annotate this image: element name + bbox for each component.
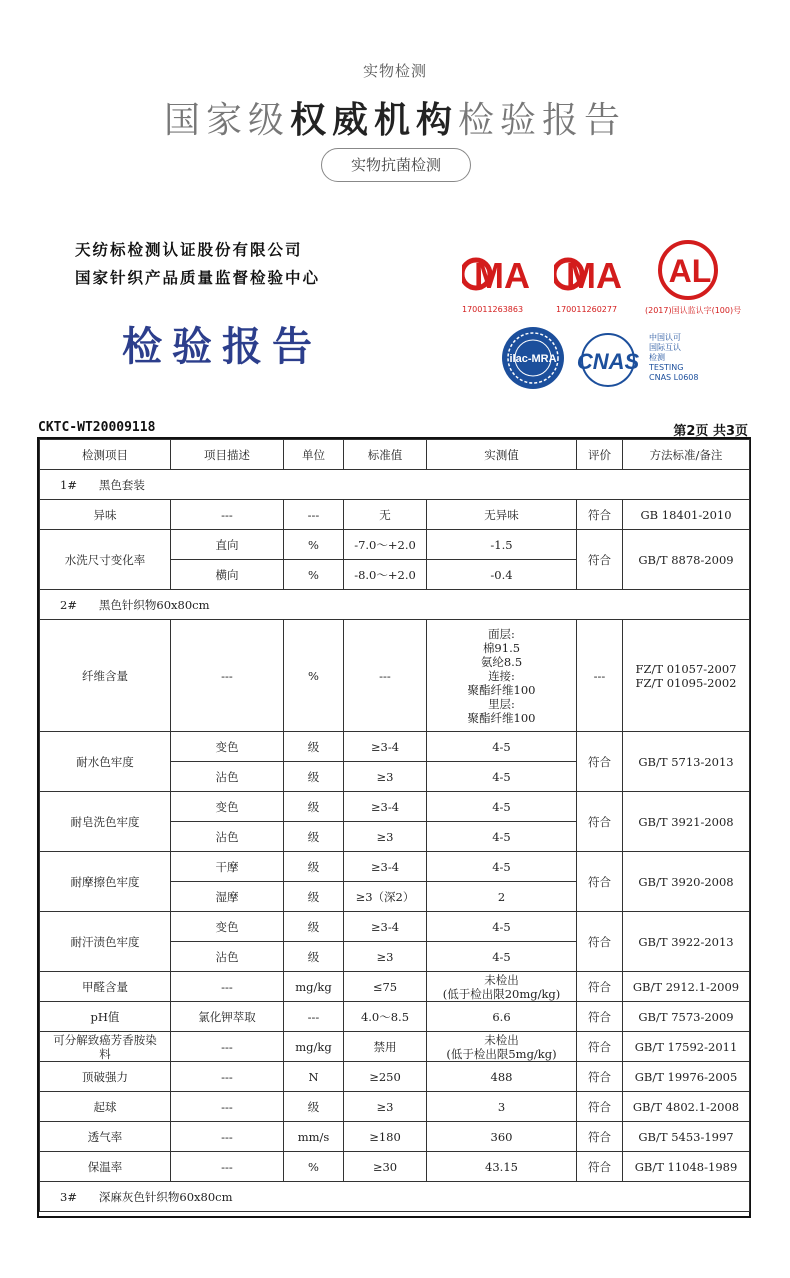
table-row <box>40 1122 750 1152</box>
table-row <box>40 1062 750 1092</box>
eval-cell: 符合 <box>577 1062 623 1092</box>
cnas-info-text <box>649 333 698 383</box>
std-cell: -7.0～+2.0 <box>344 530 427 560</box>
method-cell: GB/T 5453-1997 <box>623 1122 750 1152</box>
section-title: 3# 深麻灰色针织物60x80cm <box>40 1182 750 1212</box>
eval-cell: 符合 <box>577 1092 623 1122</box>
unit-cell: 级 <box>284 732 344 762</box>
method-cell: GB/T 19976-2005 <box>623 1062 750 1092</box>
desc-cell: 变色 <box>171 792 284 822</box>
section-row <box>40 470 750 500</box>
value-cell <box>427 620 577 732</box>
table-row <box>40 1002 750 1032</box>
desc-cell: --- <box>171 500 284 530</box>
report-number: CKTC-WT20009118 <box>38 420 156 435</box>
unit-cell: 级 <box>284 762 344 792</box>
std-cell: ≥3-4 <box>344 852 427 882</box>
desc-cell: 沾色 <box>171 942 284 972</box>
std-cell: ≤75 <box>344 972 427 1002</box>
method-cell: GB 18401-2010 <box>623 500 750 530</box>
std-cell: -8.0～+2.0 <box>344 560 427 590</box>
desc-cell: --- <box>171 972 284 1002</box>
std-cell: ≥3 <box>344 942 427 972</box>
std-cell: ≥30 <box>344 1152 427 1182</box>
value-cell: 43.15 <box>427 1152 577 1182</box>
table-header-cell: 单位 <box>284 440 344 470</box>
cnas-logo <box>570 332 646 388</box>
eval-cell: 符合 <box>577 1002 623 1032</box>
eval-cell: 符合 <box>577 530 623 590</box>
unit-cell: N <box>284 1062 344 1092</box>
cnas-info-line: 国际互认 <box>649 343 681 352</box>
method-cell: GB/T 5713-2013 <box>623 732 750 792</box>
desc-cell: 沾色 <box>171 762 284 792</box>
section-row <box>40 1182 750 1212</box>
cma-number-2: 170011260277 <box>556 305 618 314</box>
table-header-cell: 实测值 <box>427 440 577 470</box>
value-line: 棉91.5 <box>482 640 521 655</box>
eval-cell: 符合 <box>577 1122 623 1152</box>
item-cell: pH值 <box>40 1002 171 1032</box>
item-cell: 顶破强力 <box>40 1062 171 1092</box>
item-cell: 起球 <box>40 1092 171 1122</box>
method-cell <box>623 620 750 732</box>
eval-cell: 符合 <box>577 732 623 792</box>
unit-cell: 级 <box>284 822 344 852</box>
item-cell: 耐水色牢度 <box>40 732 171 792</box>
page-indicator: 第2页 共3页 <box>673 424 748 439</box>
std-cell: 4.0～8.5 <box>344 1002 427 1032</box>
std-cell: 无 <box>344 500 427 530</box>
std-cell: ≥3-4 <box>344 912 427 942</box>
value-cell: 3 <box>427 1092 577 1122</box>
cal-logo-text: AL <box>668 253 712 289</box>
desc-cell: --- <box>171 620 284 732</box>
unit-cell: % <box>284 560 344 590</box>
value-cell: 无异味 <box>427 500 577 530</box>
value-cell: 4-5 <box>427 942 577 972</box>
value-line: 未检出 <box>484 972 519 987</box>
table-header-cell: 项目描述 <box>171 440 284 470</box>
cnas-logo-text: CNAS <box>576 349 640 374</box>
value-line: 连接: <box>488 668 515 683</box>
unit-cell: --- <box>284 500 344 530</box>
unit-cell: 级 <box>284 792 344 822</box>
value-line: (低于检出限5mg/kg) <box>446 1046 557 1061</box>
desc-cell: 干摩 <box>171 852 284 882</box>
method-line: FZ/T 01095-2002 <box>635 675 737 690</box>
table-row <box>40 972 750 1002</box>
cma-logo-1-text: MA <box>474 255 530 296</box>
table-row <box>40 792 750 822</box>
value-cell: 4-5 <box>427 912 577 942</box>
results-table <box>37 437 751 1218</box>
table-row <box>40 912 750 942</box>
item-cell: 水洗尺寸变化率 <box>40 530 171 590</box>
desc-cell: --- <box>171 1092 284 1122</box>
item-cell <box>40 1032 171 1062</box>
desc-cell: 变色 <box>171 912 284 942</box>
item-cell: 耐皂洗色牢度 <box>40 792 171 852</box>
desc-cell: 变色 <box>171 732 284 762</box>
item-cell: 保温率 <box>40 1152 171 1182</box>
value-cell: -0.4 <box>427 560 577 590</box>
desc-cell: 氯化钾萃取 <box>171 1002 284 1032</box>
org-center-name: 国家针织产品质量监督检验中心 <box>75 269 321 287</box>
desc-cell: 沾色 <box>171 822 284 852</box>
method-cell: GB/T 8878-2009 <box>623 530 750 590</box>
value-cell: 360 <box>427 1122 577 1152</box>
ilac-mra-logo-text: ilac-MRA <box>509 353 557 365</box>
unit-cell: --- <box>284 1002 344 1032</box>
header-title-part1: 国家级 <box>163 100 290 141</box>
item-line: 料 <box>99 1046 111 1061</box>
value-cell: 6.6 <box>427 1002 577 1032</box>
unit-cell: 级 <box>284 912 344 942</box>
table-row <box>40 620 750 732</box>
cnas-info-line: CNAS L0608 <box>649 373 699 382</box>
eval-cell: --- <box>577 620 623 732</box>
unit-cell: % <box>284 620 344 732</box>
std-cell: ≥3 <box>344 762 427 792</box>
value-cell <box>427 1032 577 1062</box>
header-pill-badge: 实物抗菌检测 <box>321 148 471 182</box>
value-cell: 4-5 <box>427 762 577 792</box>
method-cell: GB/T 11048-1989 <box>623 1152 750 1182</box>
std-cell: ≥180 <box>344 1122 427 1152</box>
item-cell: 甲醛含量 <box>40 972 171 1002</box>
cnas-info-line: TESTING <box>649 363 684 372</box>
desc-cell: 湿摩 <box>171 882 284 912</box>
value-cell: 4-5 <box>427 852 577 882</box>
header-title-part2: 检验报告 <box>458 100 627 141</box>
std-cell: ≥3（深2） <box>344 882 427 912</box>
item-cell: 异味 <box>40 500 171 530</box>
desc-cell: 直向 <box>171 530 284 560</box>
cal-number: (2017)国认监认字(100)号 <box>645 306 742 315</box>
eval-cell: 符合 <box>577 792 623 852</box>
header-subtitle: 实物检测 <box>362 62 427 80</box>
method-cell: GB/T 3922-2013 <box>623 912 750 972</box>
desc-cell: --- <box>171 1152 284 1182</box>
value-cell <box>427 972 577 1002</box>
cma-logo-2 <box>554 250 626 300</box>
std-cell: ≥3-4 <box>344 792 427 822</box>
value-line: 里层: <box>488 696 515 711</box>
table-row <box>40 1092 750 1122</box>
std-cell: 禁用 <box>344 1032 427 1062</box>
unit-cell: mm/s <box>284 1122 344 1152</box>
std-cell: ≥250 <box>344 1062 427 1092</box>
value-line: 聚酯纤维100 <box>467 710 536 725</box>
unit-cell: mg/kg <box>284 972 344 1002</box>
desc-cell: --- <box>171 1122 284 1152</box>
header-title <box>0 92 790 143</box>
cma-logo-1 <box>462 250 534 300</box>
cma-logo-2-text: MA <box>566 255 622 296</box>
unit-cell: % <box>284 530 344 560</box>
value-line: 聚酯纤维100 <box>467 682 536 697</box>
item-cell: 纤维含量 <box>40 620 171 732</box>
desc-cell: --- <box>171 1032 284 1062</box>
value-cell: 2 <box>427 882 577 912</box>
value-cell: -1.5 <box>427 530 577 560</box>
eval-cell: 符合 <box>577 852 623 912</box>
std-cell: ≥3-4 <box>344 732 427 762</box>
eval-cell: 符合 <box>577 912 623 972</box>
cnas-info-line: 中国认可 <box>649 333 681 342</box>
table-header-cell: 方法标准/备注 <box>623 440 750 470</box>
std-cell: ≥3 <box>344 1092 427 1122</box>
ilac-mra-logo <box>500 325 566 391</box>
eval-cell: 符合 <box>577 1032 623 1062</box>
method-cell: GB/T 17592-2011 <box>623 1032 750 1062</box>
item-cell: 耐汗渍色牢度 <box>40 912 171 972</box>
table-row <box>40 530 750 560</box>
table-header-cell: 评价 <box>577 440 623 470</box>
desc-cell: --- <box>171 1062 284 1092</box>
cal-logo <box>656 238 720 302</box>
value-line: (低于检出限20mg/kg) <box>442 986 561 1001</box>
report-title: 检验报告 <box>122 323 322 370</box>
table-header-cell: 标准值 <box>344 440 427 470</box>
method-cell: GB/T 3920-2008 <box>623 852 750 912</box>
section-row <box>40 590 750 620</box>
table-header-row <box>40 440 750 470</box>
value-cell: 488 <box>427 1062 577 1092</box>
unit-cell: 级 <box>284 852 344 882</box>
eval-cell: 符合 <box>577 1152 623 1182</box>
table-row <box>40 1032 750 1062</box>
method-cell: GB/T 3921-2008 <box>623 792 750 852</box>
method-cell: GB/T 2912.1-2009 <box>623 972 750 1002</box>
org-name: 天纺标检测认证股份有限公司 <box>75 241 303 259</box>
method-line: FZ/T 01057-2007 <box>635 661 737 676</box>
unit-cell: % <box>284 1152 344 1182</box>
unit-cell: 级 <box>284 882 344 912</box>
table-row <box>40 1152 750 1182</box>
value-line: 未检出 <box>484 1032 519 1047</box>
value-line: 面层: <box>488 626 515 641</box>
unit-cell: mg/kg <box>284 1032 344 1062</box>
table-row <box>40 852 750 882</box>
std-cell: --- <box>344 620 427 732</box>
item-cell: 耐摩擦色牢度 <box>40 852 171 912</box>
table-header-cell: 检测项目 <box>40 440 171 470</box>
method-cell: GB/T 4802.1-2008 <box>623 1092 750 1122</box>
value-cell: 4-5 <box>427 822 577 852</box>
table-row <box>40 500 750 530</box>
table-row <box>40 732 750 762</box>
desc-cell: 横向 <box>171 560 284 590</box>
method-cell: GB/T 7573-2009 <box>623 1002 750 1032</box>
cma-number-1: 170011263863 <box>462 305 524 314</box>
unit-cell: 级 <box>284 1092 344 1122</box>
header-title-bold: 权威机构 <box>289 100 458 141</box>
section-title: 2# 黑色针织物60x80cm <box>40 590 750 620</box>
std-cell: ≥3 <box>344 822 427 852</box>
item-cell: 透气率 <box>40 1122 171 1152</box>
cnas-info-line: 检测 <box>649 353 665 362</box>
value-cell: 4-5 <box>427 792 577 822</box>
eval-cell: 符合 <box>577 500 623 530</box>
value-line: 氨纶8.5 <box>480 654 523 669</box>
value-cell: 4-5 <box>427 732 577 762</box>
unit-cell: 级 <box>284 942 344 972</box>
item-line: 可分解致癌芳香胺染 <box>53 1032 157 1047</box>
eval-cell: 符合 <box>577 972 623 1002</box>
section-title: 1# 黑色套装 <box>40 470 750 500</box>
